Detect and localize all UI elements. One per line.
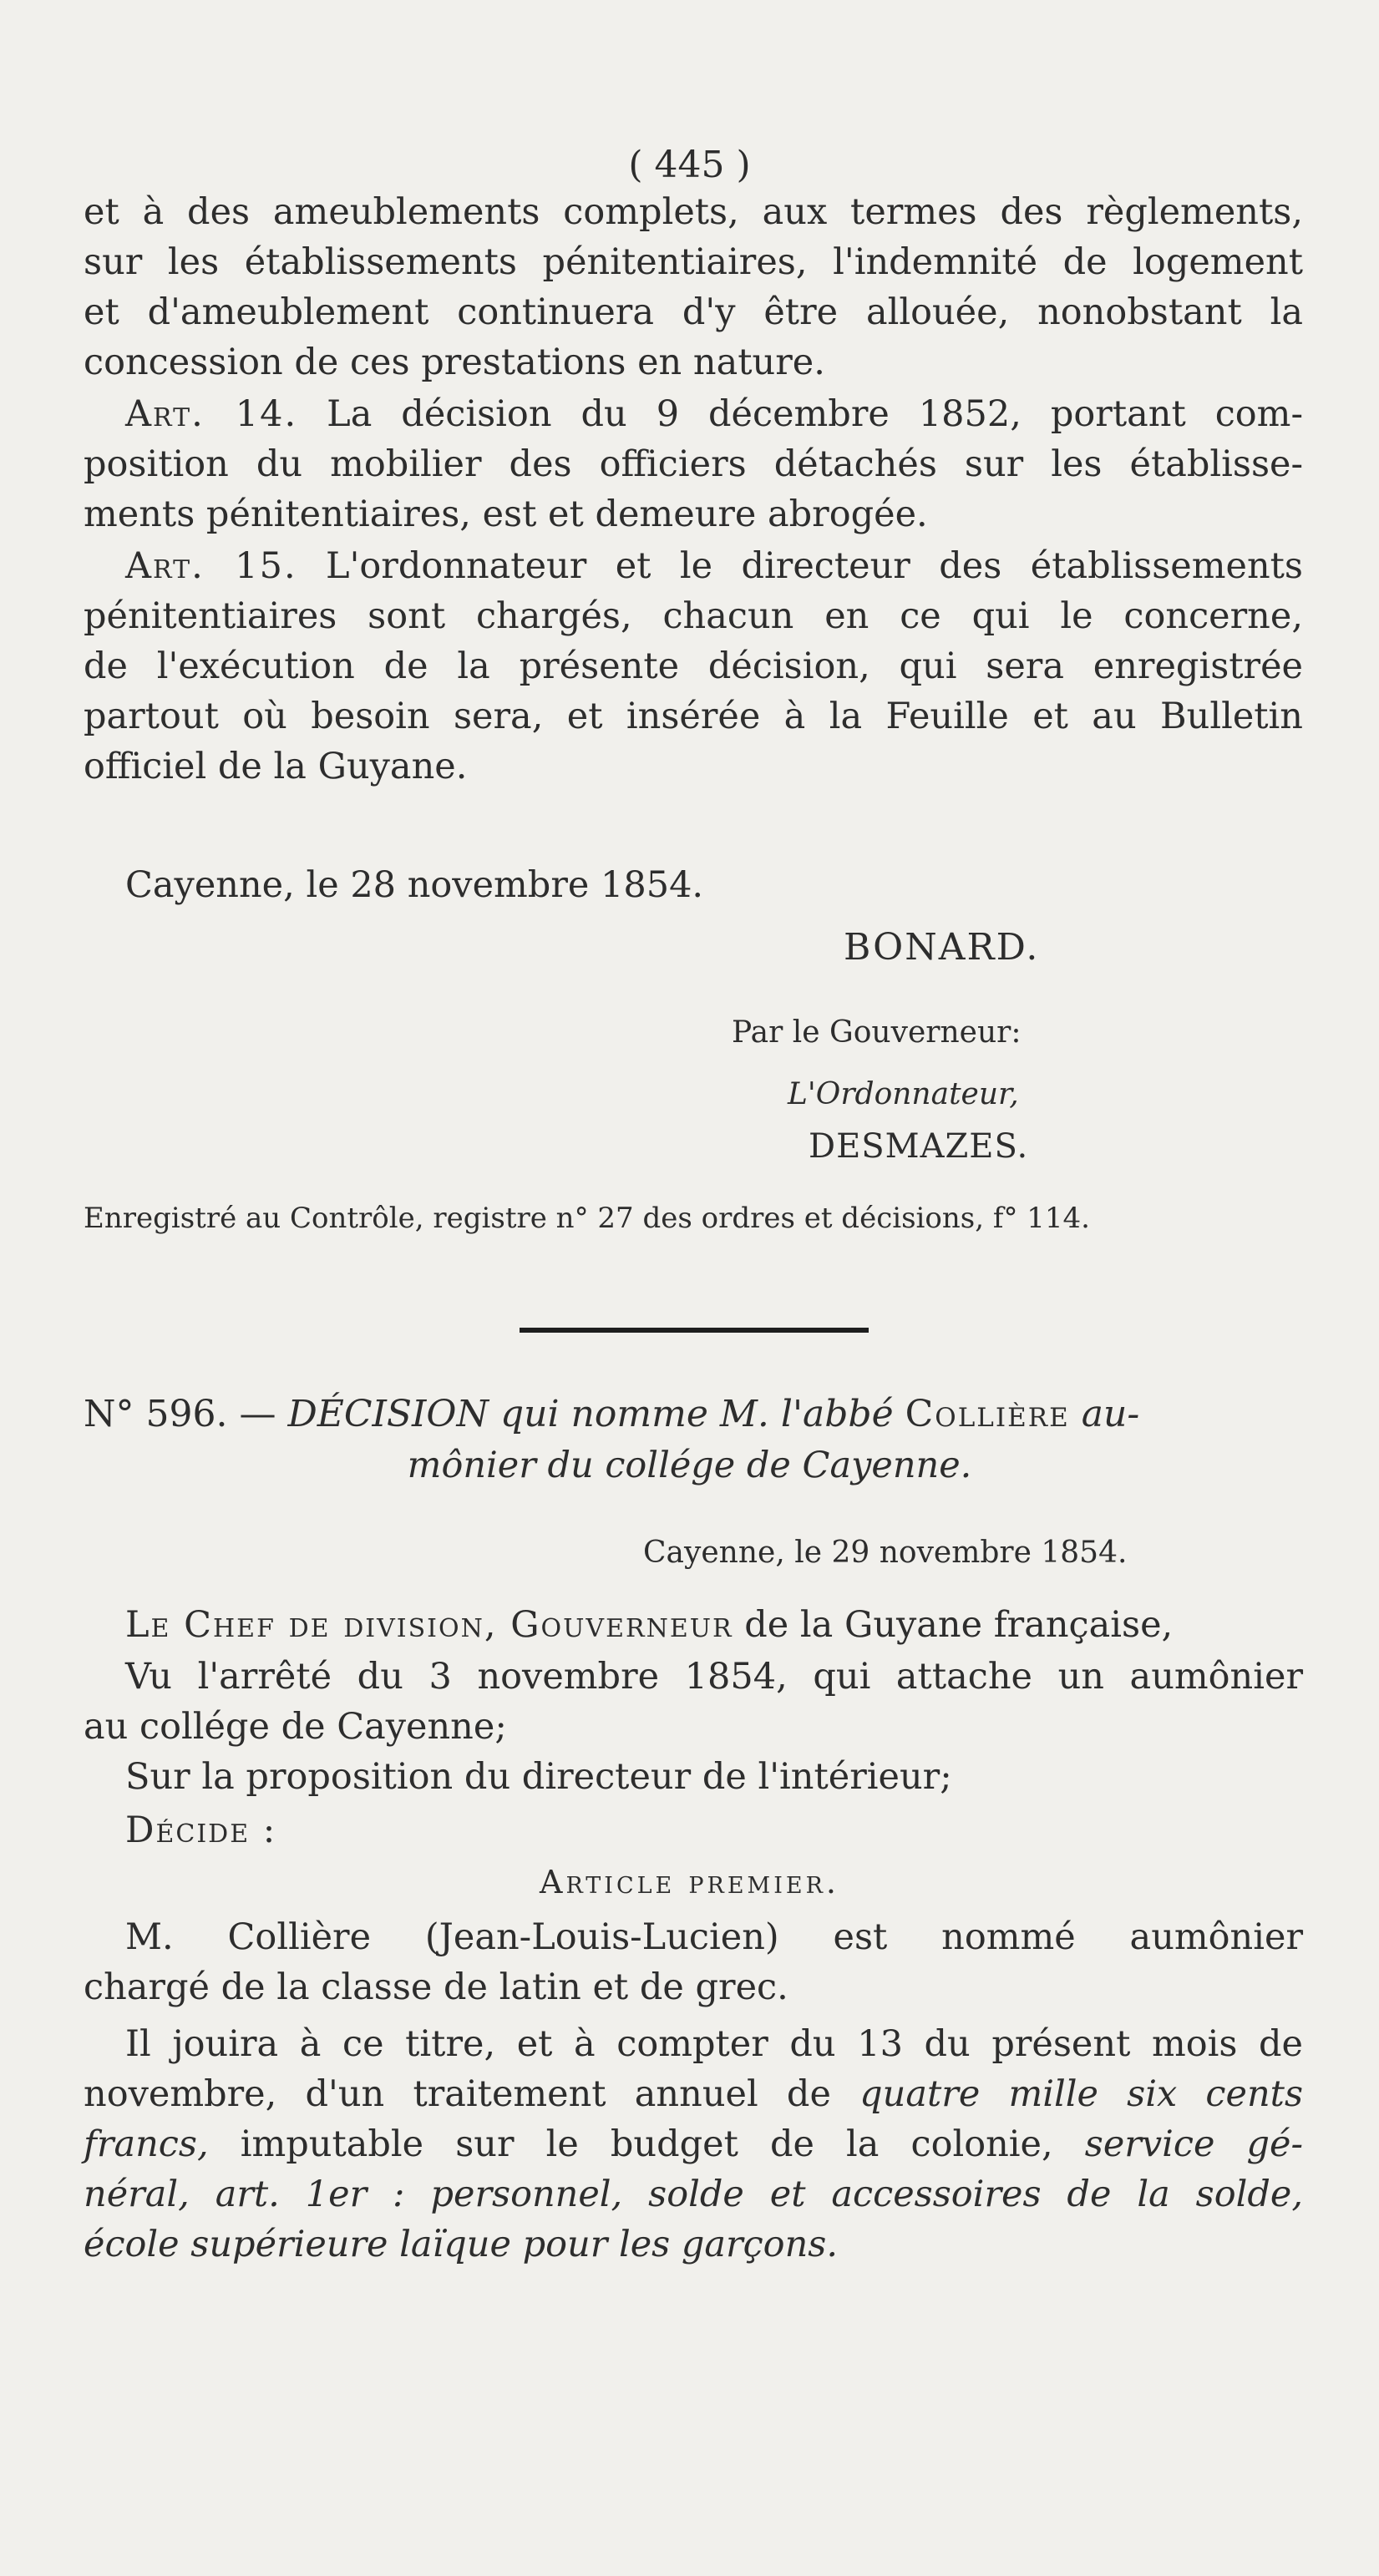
chef-line	[125, 1602, 1303, 1648]
amount-italic: quatre mille six cents	[859, 2073, 1304, 2115]
text-line: partout où besoin sera, et insérée à la Feuille et au Bulletin	[84, 696, 1303, 737]
text-line: et d'ameublement continuera d'y être allouée, nonobstant la	[84, 291, 1303, 333]
text-line: Vu l'arrêté du 3 novembre 1854, qui attache un aumônier	[125, 1656, 1303, 1698]
text-line-francs	[84, 2121, 1303, 2168]
decision-title: DÉCISION qui nomme M. l'abbé	[287, 1393, 894, 1435]
article-15-label: Art. 15.	[125, 545, 297, 587]
text-line: officiel de la Guyane.	[84, 746, 468, 787]
ordonnateur-title: L'Ordonnateur,	[788, 1077, 1019, 1111]
chef-suffix: de la Guyane française,	[744, 1604, 1174, 1646]
decide-label: Décide :	[125, 1809, 277, 1851]
text-segment: imputable sur le budget de la colonie,	[240, 2123, 1053, 2165]
decision-title-cont: au-	[1081, 1393, 1140, 1435]
section-divider	[520, 1328, 869, 1333]
place-date: Cayenne, le 28 novembre 1854.	[125, 864, 704, 906]
service-italic: service gé-	[1084, 2123, 1303, 2165]
decision-title-line-2: mônier du collége de Cayenne.	[407, 1445, 972, 1486]
text-line: concession de ces prestations en nature.	[84, 342, 825, 383]
text-line: ments pénitentiaires, est et demeure abrogée.	[84, 493, 928, 535]
text-line: et à des ameublements complets, aux termes des règlements,	[84, 191, 1303, 233]
article-15-first-line	[125, 543, 1303, 590]
francs-italic: francs,	[84, 2123, 209, 2165]
text-line-budget	[84, 2171, 1303, 2218]
registration-note: Enregistré au Contrôle, registre n° 27 des ordres et décisions, f° 114.	[84, 1202, 1090, 1235]
page-number: ( 445 )	[628, 144, 751, 186]
text-line: position du mobilier des officiers détachés sur les établisse-	[84, 443, 1303, 485]
by-governor: Par le Gouverneur:	[732, 1015, 1022, 1050]
decision-place-date: Cayenne, le 29 novembre 1854.	[643, 1536, 1128, 1570]
text-line: M. Collière (Jean-Louis-Lucien) est nommé aumônier	[125, 1916, 1303, 1958]
text-segment: novembre, d'un traitement annuel de	[84, 2073, 831, 2115]
chef-title: Le Chef de division, Gouverneur	[125, 1604, 733, 1646]
text-line: chargé de la classe de latin et de grec.	[84, 1966, 788, 2008]
text-line: La décision du 9 décembre 1852, portant com-	[327, 393, 1303, 435]
article-premier-heading: Article premier.	[540, 1864, 839, 1900]
text-line-with-amount	[84, 2071, 1303, 2118]
personnel-italic: personnel, solde et accessoires de la solde,	[430, 2174, 1304, 2215]
text-line: Sur la proposition du directeur de l'intérieur;	[125, 1756, 952, 1798]
article-14-first-line	[125, 391, 1303, 438]
decision-number: N° 596. —	[84, 1393, 276, 1435]
text-line: Il jouira à ce titre, et à compter du 13 du présent mois de	[125, 2023, 1303, 2065]
neral-italic: néral,	[84, 2174, 190, 2215]
article-14-label: Art. 14.	[125, 393, 298, 435]
decision-name: Collière	[905, 1393, 1070, 1435]
text-line: pénitentiaires sont chargés, chacun en ce qui le concerne,	[84, 595, 1303, 637]
decision-title-line-1	[84, 1390, 1295, 1439]
text-line: au collége de Cayenne;	[84, 1706, 507, 1748]
text-line: L'ordonnateur et le directeur des établissements	[326, 545, 1303, 587]
signatory: BONARD.	[844, 926, 1040, 969]
text-line: école supérieure laïque pour les garçons.	[84, 2224, 838, 2265]
art-italic: art. 1er :	[215, 2174, 405, 2215]
text-line: sur les établissements pénitentiaires, l'indemnité de logement	[84, 241, 1303, 283]
ordonnateur-name: DESMAZES.	[809, 1127, 1029, 1166]
text-line: de l'exécution de la présente décision, qui sera enregistrée	[84, 645, 1303, 687]
